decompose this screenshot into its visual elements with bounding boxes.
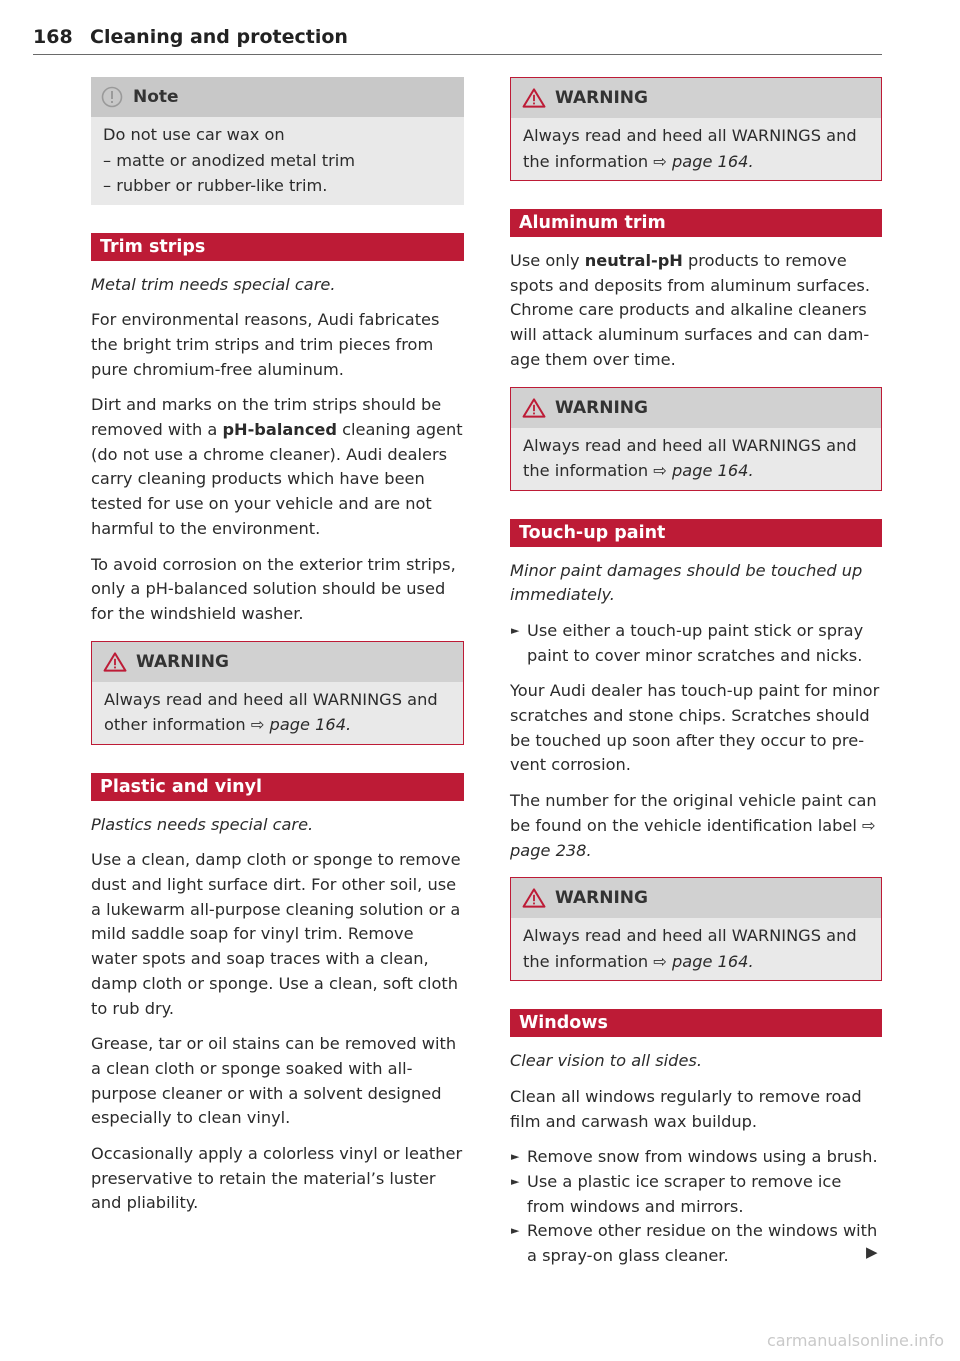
list-item — [510, 1145, 882, 1170]
bullet-arrow-icon: ► — [511, 623, 520, 637]
text-run: Always read and heed all WARNINGS and the information — [523, 926, 857, 971]
warning-heading: WARNING — [555, 88, 648, 108]
plastic-intro: Plastics needs special care. — [91, 814, 314, 834]
note-line: – rubber or rubber-like trim. — [103, 176, 328, 195]
note-header — [91, 77, 464, 117]
warning-body — [511, 428, 881, 490]
page-reference-link[interactable]: ⇨ page 164. — [250, 715, 352, 735]
text-run: Always read and heed all WARNINGS and the information — [523, 435, 857, 481]
section-heading-windows: Windows — [510, 1009, 882, 1037]
warning-triangle-icon — [521, 888, 547, 908]
warning-heading: WARNING — [555, 397, 648, 418]
trim-paragraph-1: For environmental reasons, Audi fabricates the bright trim strips and trim pieces from pure chromium-free aluminum. — [91, 310, 440, 379]
left-column — [91, 77, 464, 1227]
warning-box — [91, 641, 464, 745]
bold-term: pH-balanced — [222, 420, 337, 440]
watermark: carmanualsonline.info — [766, 1331, 944, 1350]
page-reference-link[interactable]: ⇨ page 164. — [653, 151, 754, 171]
right-column — [510, 77, 882, 1269]
bullet-arrow-icon: ► — [511, 1224, 520, 1238]
section-heading-plastic-vinyl: Plastic and vinyl — [91, 773, 464, 801]
warning-body — [92, 682, 463, 744]
plastic-paragraph-1: Use a clean, damp cloth or sponge to remove dust and light surface dirt. For other soil, use a lukewarm all-purpose cleaning solution or a mild saddle soap for vinyl trim. Remove water spots and soap traces with a clean, damp cloth or sponge. Use a clean, soft cloth to rub dry. — [91, 850, 461, 1018]
warning-text — [523, 923, 869, 974]
warning-box — [510, 877, 882, 981]
text-run: products to remove spots and deposits from aluminum surfaces. Chrome care products and alkaline cleaners will attack aluminum surfaces and can damage them over time. — [510, 251, 871, 369]
touchup-intro: Minor paint damages should be touched up immediately. — [510, 560, 863, 605]
warning-header — [92, 642, 463, 682]
note-body — [91, 117, 464, 205]
list-item — [510, 619, 882, 668]
continue-arrow-icon: ▶ — [866, 1243, 878, 1261]
page-reference-link[interactable]: ⇨ page 164. — [653, 461, 754, 481]
note-line: – matte or anodized metal trim — [103, 150, 356, 170]
warning-text — [523, 123, 869, 174]
bullet-text: Use a plastic ice scraper to remove ice from windows and mirrors. — [527, 1172, 842, 1216]
plastic-paragraph-3: Occasionally apply a colorless vinyl or leather preservative to retain the material’s luster and pliability. — [91, 1144, 463, 1213]
page-header — [33, 24, 882, 55]
note-line: Do not use car wax on — [103, 125, 285, 144]
trim-paragraph-2 — [91, 393, 464, 541]
page-reference-link[interactable]: ⇨ page 164. — [653, 951, 754, 971]
touchup-paragraph-2 — [510, 789, 882, 863]
warning-heading: WARNING — [555, 888, 648, 909]
text-run: The number for the original vehicle paint can be found on the vehicle identification label — [510, 791, 877, 835]
warning-header — [511, 388, 881, 428]
section-heading-trim-strips: Trim strips — [91, 233, 464, 261]
section-heading-touch-up-paint: Touch-up paint — [510, 519, 882, 547]
text-run: Dirt and marks on the trim strips should be removed with a — [91, 395, 442, 440]
touchup-paragraph-1: Your Audi dealer has touch-up paint for minor scratches and stone chips. Scratches should be touched up soon after they occur to prevent corrosion. — [510, 681, 880, 775]
chapter-title: Cleaning and protection — [90, 26, 348, 48]
warning-box — [510, 387, 882, 491]
text-run: Always read and heed all WARNINGS and the information — [523, 126, 857, 171]
warning-text — [523, 433, 869, 484]
windows-paragraph: Clean all windows regularly to remove road film and carwash wax buildup. — [510, 1086, 862, 1131]
warning-triangle-icon — [102, 652, 128, 672]
list-item — [510, 1170, 882, 1219]
warning-body — [511, 118, 881, 180]
list-item — [510, 1219, 882, 1268]
warning-box — [510, 77, 882, 181]
bullet-text: Remove other residue on the windows with a spray-on glass cleaner. — [527, 1221, 878, 1266]
bullet-text: Use either a touch-up paint stick or spray paint to cover minor scratches and nicks. — [527, 620, 864, 665]
bold-term: neutral-pH — [584, 251, 683, 270]
windows-intro: Clear vision to all sides. — [510, 1051, 702, 1071]
plastic-paragraph-2: Grease, tar or oil stains can be removed with a clean cloth or sponge soaked with all-purpose cleaner or with a solvent designed especially to clean vinyl. — [91, 1034, 457, 1128]
warning-triangle-icon — [521, 88, 547, 108]
warning-header — [511, 878, 881, 918]
trim-paragraph-3: To avoid corrosion on the exterior trim strips, only a pH-balanced solution should be used for the windshield washer. — [91, 554, 456, 623]
warning-body — [511, 918, 881, 980]
warning-header — [511, 78, 881, 118]
aluminum-paragraph — [510, 249, 882, 373]
text-run: Always read and heed all WARNINGS and other information — [104, 689, 438, 735]
bullet-arrow-icon: ► — [511, 1175, 520, 1189]
bullet-arrow-icon: ► — [511, 1150, 520, 1164]
warning-heading: WARNING — [136, 651, 229, 672]
note-heading: Note — [133, 87, 179, 107]
warning-text — [104, 687, 451, 738]
info-circle-icon — [101, 86, 123, 108]
text-run: cleaning agent (do not use a chrome cleaner). Audi dealers carry cleaning products which have been tested for use on your vehicle and are not harmful to the environment. — [91, 420, 463, 538]
note-box — [91, 77, 464, 205]
section-heading-aluminum-trim: Aluminum trim — [510, 209, 882, 237]
warning-triangle-icon — [521, 398, 547, 418]
trim-intro: Metal trim needs special care. — [91, 274, 336, 294]
bullet-text: Remove snow from windows using a brush. — [527, 1147, 878, 1167]
text-run: Use only — [510, 251, 585, 270]
page-number: 168 — [33, 26, 73, 48]
page-reference-link[interactable]: ⇨ page 238. — [510, 815, 876, 860]
